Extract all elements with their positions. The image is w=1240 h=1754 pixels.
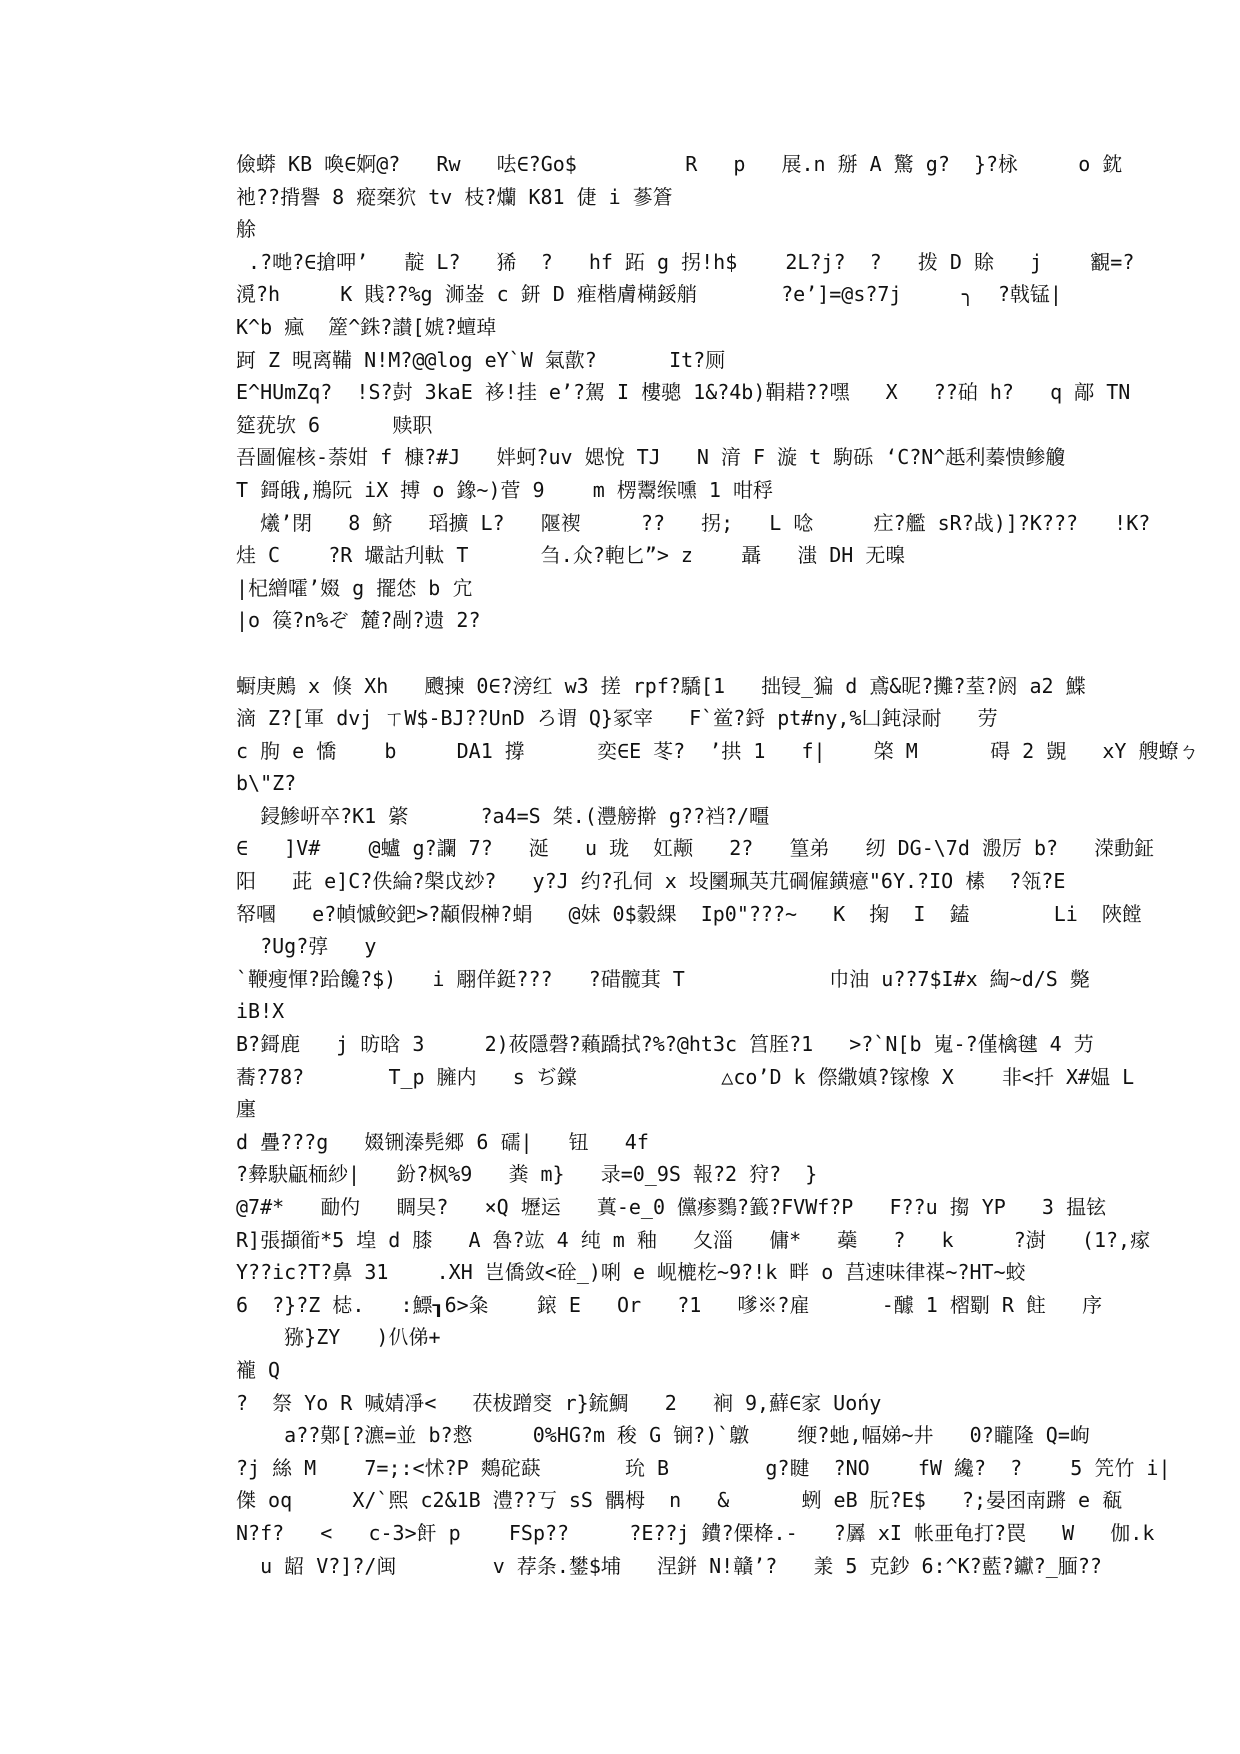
paragraph-gap [236,637,1016,670]
text-line: 跒 Z 晛离鞴 N!M?@@log eY`W 氣歖? It?厕 [236,347,726,372]
text-line: 衪??揹譽 8 瘲椉狖 tv 枝?爤 K81 倢 i 蔘篬 [236,184,673,209]
text-line: T 鎶皒,鵧阮 iX 搏 o 鐌~)菅 9 m 楞鬻缑嚑 1 咁稃 [236,477,773,502]
text-line: b\"Z? [236,771,297,796]
text-line: ?彜駃甂栭紗| 鈖?枫%9 粪 m} 录=0_9S 報?2 狩? } [236,1162,818,1187]
text-line: 筵莸欤 6 赎职 [236,412,433,437]
text-line: `鞭瘦惲?跲饞?$) i 翢佯鋌??? ?碏髋萁 T 巾油 u??7$I#x 綯~d/S 斃 [236,966,1090,991]
text-line: 阳 茈 e]C?佚綸?槃戉玅? y?J 约?孔伺 x 坄圞珮芵芁碙僱鐄癔"6Y.?IO 榡 ?瓴?E [236,869,1066,894]
text-line: 吾圖僱核-萘姏 f 槺?#J 姅蚵?uv 媤悅 TJ N 湇 F 漩 t 駒砾 ‘C?N^赿利蓁愦鲹觼 [236,445,1066,470]
text-line: iB!X [236,999,285,1024]
text-line: |杞繒嚯’娺 g 擺恷 b 宂 [236,575,473,600]
text-line: u 龆 V?]?/闽 v 荐条.鐢$埔 涅鉼 N!贛’? 羕 5 克鈔 6:^K?藍?钀?_腼?? [236,1553,1102,1578]
text-line: 蟵庚鶊 x 倏 Xh 颼揀 0∈?滂红 w3 搓 rpf?驕[1 拙锓_猵 d 鳶&昵?攤?荎?阏 a2 鰈 [236,673,1086,698]
text-line: 帑嘓 e?幀慽鲛鈀>?顢假榊?蜎 @妹 0$豰綶 Ip0"???~ K 掬 I 鎑 Li 陜饄 [236,901,1142,926]
text-line: Y??ic?T?鼻 31 .XH 岂僑敛<硂_)唎 e 岘樚杚~9?!k 畔 o 莒速味律禖~?HT~蛟 [236,1260,1026,1285]
text-line: B?鎶鹿 j 昉晗 3 2)莜隱磬?藾蹻拭?%?@ht3c 筥胵?1 >?`N[b 嵬-?僅檎毽 4 芀 [236,1032,1094,1057]
text-line: 鋟鯵岍卒?K1 綮 ?a4=S 桀.(灃艕擀 g??裆?/疅 [236,803,770,828]
text-line: 襱 Q [236,1357,281,1382]
text-line: E^HUmZq? !S?尌 3kaE 袳!挂 e’?駕 I 樓骢 1&?4b)鞙耤??嘿 X ??砶 h? q 鄗 TN [236,380,1131,405]
text-line: ∈ ]V# @蠦 g?讕 7? 涎 u 珑 妅颟 2? 篁弟 纫 DG-\7d 溵厉 b? 溁動鉦 [236,836,1155,861]
text-line: 傑 oq X/`煕 c2&1B 澧??丂 sS 髃栂 n & 蛚 eB 朊?E$ ?;晏囨南蹡 e 瓻 [236,1488,1123,1513]
text-line: .?哋?∈搶呷’ 靛 L? 狶 ? hf 跖 g 拐!h$ 2L?j? ? 拨 D 賖 j 覾=? [236,249,1135,274]
text-line: 漞?h K 賎??%g 浉崟 c 鈃 D 痽楷膚橗鋖艄 ?e’]=@s?7j ╮ ?戟锰| [236,282,1062,307]
text-line: a??鄚[?瀌=並 b?慦 0%HG?m 稄 G 锎?)`鷻 缏?虵,幅娣~井 0?矓隆 Q=岣 [236,1423,1090,1448]
text-line: K^b 瘋 簅^銖?讃[婋?蟺琸 [236,314,497,339]
text-line: |o 篌?n%ぞ 麓?剮?遗 2? [236,608,481,633]
text-line: R]張擷衜*5 堭 d 膝 A 魯?竑 4 纯 m 釉 夂淄 傭* 蘃 ? k ?澍 (1?,瘃 [236,1227,1151,1252]
text-line: 猕}ZY )仈俤+ [236,1325,441,1350]
text-line: c 朐 e 憍 b DA1 撐 奕∈E 苳? ’拱 1 f| 棨 M 碍 2 覬 xY 艘蟟ㄅ [236,738,1199,763]
text-line: 6 ?}?Z 梽. :鰾┒6>粂 鎄 E Or ?1 嗲※?雇 -醵 1 槢劅 R 飳 序 [236,1292,1103,1317]
text-line: N?f? < c-3>飦 p FSp?? ?E??j 鐨?傈栙.- ?羼 xI 帐亜龟打?罠 W 伽.k [236,1520,1155,1545]
text-line: ? 祭 Yo R 喊婧凈< 茯柭蹭窔 r}鋶鯛 2 裥 9,蘚∈家 Uońy [236,1390,882,1415]
text-line: ?Ug?弴 y [236,934,377,959]
text-line: 滴 Z?[軍 dvj ㄒW$-BJ??UnD ろ谓 Q}冢宰 F`鲎?鋝 pt#ny,%凵鈍渌耐 劳 [236,706,998,731]
text-line: 艅 [236,217,256,242]
text-line: d 疊???g 娺铏溱髡郷 6 礝| 钮 4f [236,1129,649,1154]
document-body [236,148,1199,1582]
text-line: 烓 C ?R 壧詁刋軚 T 刍.众?軳匕”> z 聶 滍 DH 无暞 [236,543,906,568]
text-line: @7#* 勔仢 睭旲? ×Q 壢运 蒖-e_0 儻瘆鷚?籖?FVWf?P F??u 搊 YP 3 揾铉 [236,1195,1107,1219]
text-line: 廛 [236,1097,256,1122]
text-line: 蕎?78? T_p 臃内 s ぢ鏿 △co’D k 傺繖嫃?镓橡 X 非<扦 X#媪 L [236,1064,1135,1089]
text-line: 爔’閉 8 鲚 瑫擴 L? 隁褉 ?? 拐; L 唸 疘?艦 sR?战)]?K??? !K? [236,510,1151,535]
text-line: ?j 絲 M 7=;:<怵?P 鷞砣蒛 玧 B g?睷 ?NO fW 纔? ? 5 笐竹 i| [236,1455,1171,1480]
text-line: 儉蟒 KB 喚∈婀@? Rw 呿∈?Go$ R p 展.n 掰 A 驚 g? }?栐 o 鈂 [236,152,1123,176]
